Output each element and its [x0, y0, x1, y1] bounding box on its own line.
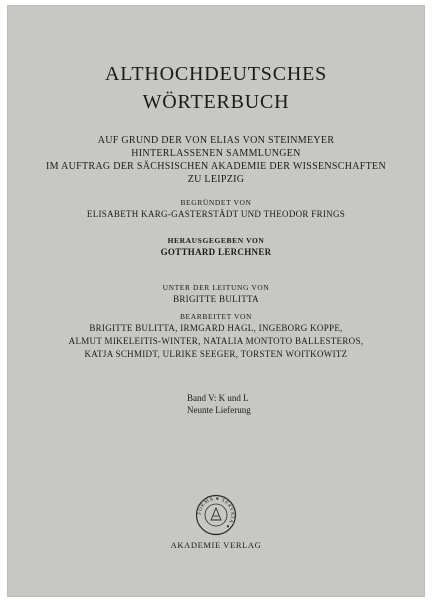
direction-label: UNTER DER LEITUNG VON: [162, 283, 270, 292]
revisers-line: KATJA SCHMIDT, ULRIKE SEEGER, TORSTEN WOITKOWITZ: [84, 349, 348, 359]
seal-text: FORMA ● SERVATA ●: [196, 495, 236, 530]
basis-line: IM AUFTRAG DER SÄCHSISCHEN AKADEMIE DER WISSENSCHAFTEN: [46, 161, 386, 172]
title-line-1: ALTHOCHDEUTSCHES: [104, 63, 328, 85]
volume-label: Band V: K und L: [187, 393, 249, 403]
editor-section: [8, 235, 424, 259]
issue-label: Neunte Lieferung: [187, 405, 251, 415]
volume-info: [187, 392, 251, 416]
book-cover: [8, 6, 424, 596]
publisher-name: AKADEMIE VERLAG: [170, 540, 262, 550]
revised-label: BEARBEITET VON: [179, 312, 253, 321]
basis-line: AUF GRUND DER VON ELIAS VON STEINMEYER: [97, 135, 335, 146]
editor-name: GOTTHARD LERCHNER: [160, 247, 272, 257]
publisher-seal-icon: [195, 494, 237, 536]
edited-label: HERAUSGEGEBEN VON: [167, 236, 265, 245]
director-name: BRIGITTE BULITTA: [173, 294, 259, 304]
revisers-section: [8, 311, 424, 361]
basis-line: ZU LEIPZIG: [187, 174, 245, 185]
basis-line: HINTERLASSENEN SAMMLUNGEN: [131, 148, 301, 159]
revisers-line: BRIGITTE BULITTA, IRMGARD HAGL, INGEBORG KOPPE,: [89, 323, 343, 333]
basis-text: [8, 134, 424, 186]
title-line-2: WÖRTERBUCH: [142, 91, 290, 113]
founders-section: [8, 197, 424, 221]
book-title: [8, 60, 424, 116]
founded-label: BEGRÜNDET VON: [180, 198, 252, 207]
revisers-line: ALMUT MIKELEITIS-WINTER, NATALIA MONTOTO BALLESTEROS,: [68, 336, 364, 346]
direction-section: [8, 282, 424, 306]
founders-names: ELISABETH KARG-GASTERSTÄDT UND THEODOR FRINGS: [86, 209, 346, 219]
